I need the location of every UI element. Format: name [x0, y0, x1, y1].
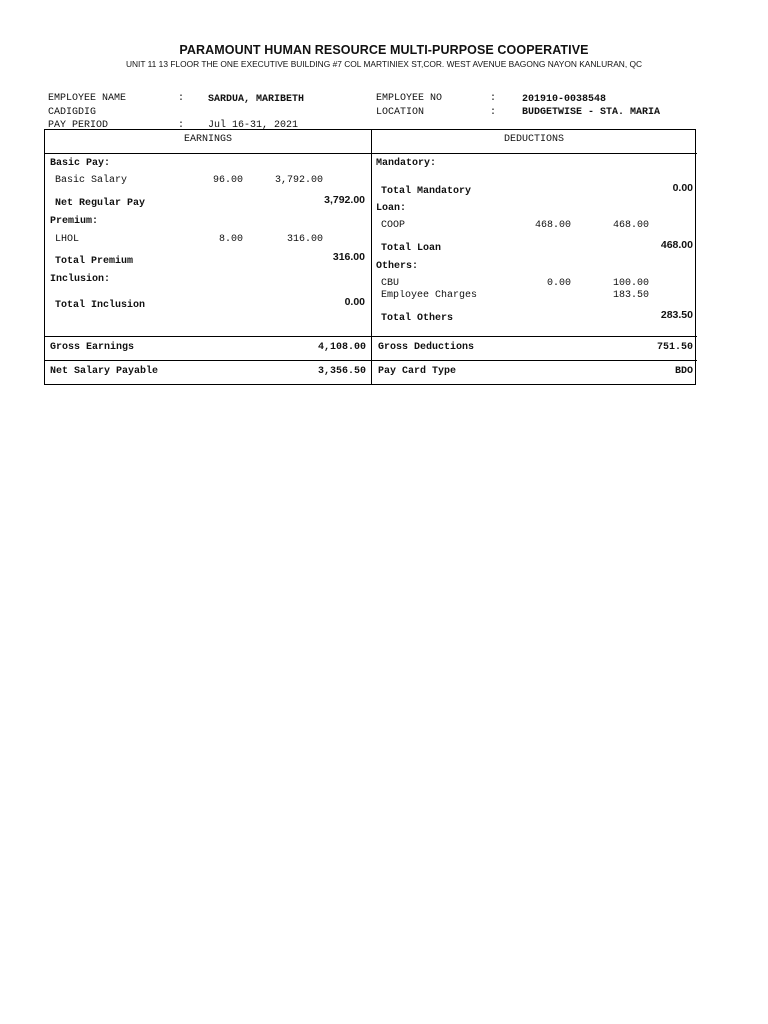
- others-label: Others:: [376, 261, 419, 272]
- pay-period-value: Jul 16-31, 2021: [208, 120, 299, 130]
- cbu-col2: 100.00: [612, 278, 649, 289]
- pay-card-value: BDO: [674, 366, 693, 377]
- total-inclusion-value: 0.00: [344, 296, 365, 308]
- colon: :: [178, 120, 185, 130]
- premium-label: Premium:: [50, 216, 99, 227]
- location-value: BUDGETWISE - STA. MARIA: [522, 107, 661, 118]
- earnings-heading: EARNINGS: [183, 134, 232, 145]
- payslip-table: [44, 129, 696, 385]
- summary-divider: [45, 336, 697, 337]
- basic-salary-label: Basic Salary: [55, 175, 128, 186]
- gross-earnings-value: 4,108.00: [317, 342, 366, 353]
- employee-charges-col2: 183.50: [612, 290, 649, 301]
- total-loan-value: 468.00: [660, 239, 693, 251]
- total-premium-label: Total Premium: [55, 256, 134, 267]
- net-salary-label: Net Salary Payable: [50, 366, 159, 377]
- pay-card-label: Pay Card Type: [378, 366, 457, 377]
- coop-label: COOP: [381, 220, 406, 231]
- employee-info: [44, 90, 704, 130]
- employee-charges-label: Employee Charges: [381, 290, 478, 301]
- colon: :: [178, 93, 185, 104]
- summary-row-divider: [45, 360, 697, 361]
- colon: :: [490, 107, 497, 118]
- lhol-qty: 8.00: [218, 234, 243, 245]
- deductions-heading: DEDUCTIONS: [503, 134, 564, 145]
- net-regular-pay-value: 3,792.00: [324, 194, 365, 206]
- basic-salary-qty: 96.00: [212, 175, 243, 186]
- coop-col1: 468.00: [534, 220, 571, 231]
- lhol-label: LHOL: [55, 234, 80, 245]
- cbu-col1: 0.00: [546, 278, 571, 289]
- total-loan-label: Total Loan: [381, 243, 442, 254]
- net-salary-value: 3,356.50: [317, 366, 366, 377]
- gross-deductions-label: Gross Deductions: [378, 342, 475, 353]
- employee-name-value: SARDUA, MARIBETH: [208, 94, 305, 105]
- cbu-label: CBU: [381, 278, 400, 289]
- employee-name-label: EMPLOYEE NAME: [48, 93, 127, 104]
- inclusion-label: Inclusion:: [50, 274, 111, 285]
- total-inclusion-label: Total Inclusion: [55, 300, 146, 311]
- total-premium-value: 316.00: [332, 251, 365, 263]
- company-name: PARAMOUNT HUMAN RESOURCE MULTI-PURPOSE COOPERATIVE: [179, 43, 589, 57]
- basic-salary-amount: 3,792.00: [274, 175, 323, 186]
- pay-period-label: PAY PERIOD: [48, 120, 109, 130]
- colon: :: [490, 93, 497, 104]
- employee-name-continued: CADIGDIG: [48, 107, 97, 118]
- mandatory-label: Mandatory:: [376, 158, 437, 169]
- total-mandatory-value: 0.00: [672, 182, 693, 194]
- gross-earnings-label: Gross Earnings: [50, 342, 135, 353]
- column-divider: [371, 130, 372, 385]
- loan-label: Loan:: [376, 203, 407, 214]
- lhol-amount: 316.00: [286, 234, 323, 245]
- coop-col2: 468.00: [612, 220, 649, 231]
- employee-no-value: 201910-0038548: [522, 94, 607, 105]
- basic-pay-label: Basic Pay:: [50, 158, 111, 169]
- location-label: LOCATION: [376, 107, 425, 118]
- company-address: UNIT 11 13 FLOOR THE ONE EXECUTIVE BUILDING #7 COL MARTINIEX ST,COR. WEST AVENUE BAGONG NAYON KANLURAN, QC: [125, 59, 643, 69]
- employee-no-label: EMPLOYEE NO: [376, 93, 443, 104]
- gross-deductions-value: 751.50: [656, 342, 693, 353]
- total-others-value: 283.50: [660, 309, 693, 321]
- total-others-label: Total Others: [381, 313, 454, 324]
- heading-divider: [45, 153, 697, 154]
- total-mandatory-label: Total Mandatory: [381, 186, 472, 197]
- net-regular-pay-label: Net Regular Pay: [55, 198, 146, 209]
